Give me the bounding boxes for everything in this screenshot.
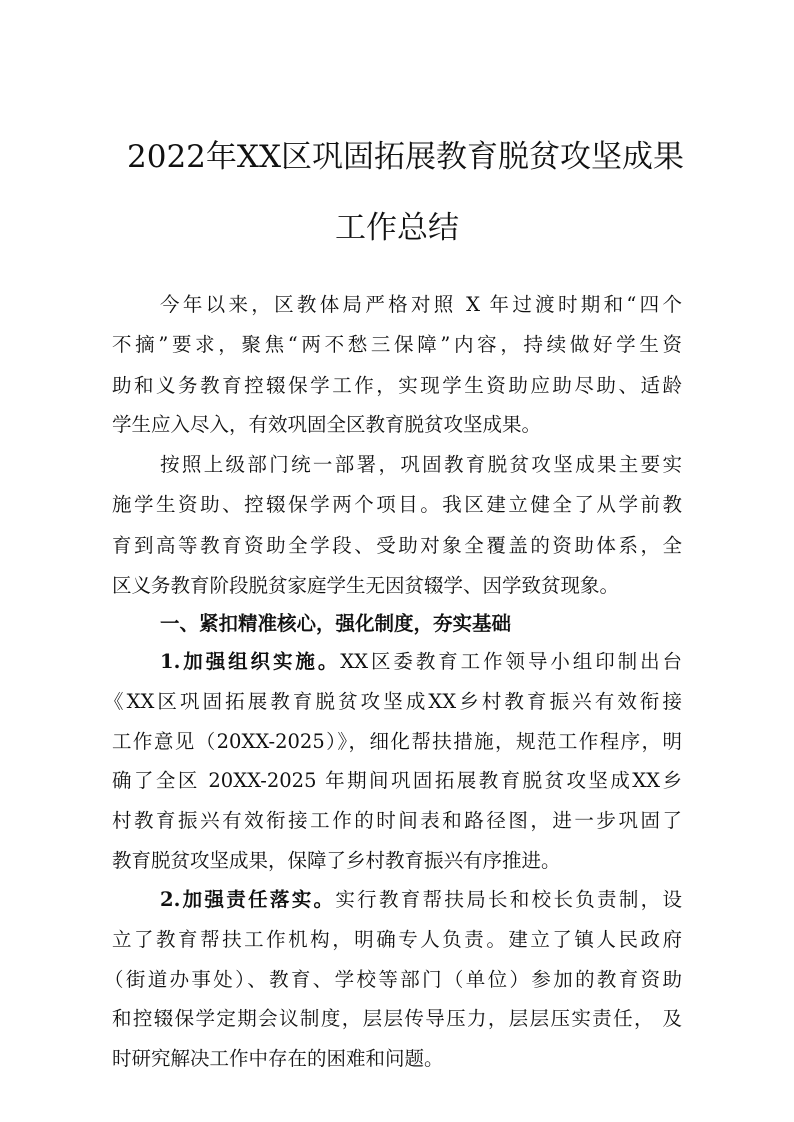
text-line: 助和义务教育控辍保学工作，实现学生资助应助尽助、适龄	[112, 374, 682, 397]
item-text: 实行教育帮扶局长和校长负责制，设	[335, 888, 682, 911]
text-line: 《XX区巩固拓展教育脱贫攻坚成XX乡村教育振兴有效衔接	[104, 690, 682, 713]
text-line	[160, 649, 682, 675]
text-line: 施学生资助、控辍保学两个项目。我区建立健全了从学前教	[112, 493, 682, 516]
text-line: 教育脱贫攻坚成果，保障了乡村教育振兴有序推进。	[112, 849, 561, 872]
text-line: 不摘”要求，聚焦“两不愁三保障”内容，持续做好学生资	[112, 333, 682, 356]
text-line: 确了全区 20XX-2025 年期间巩固拓展教育脱贫攻坚成XX乡	[112, 769, 682, 792]
text-line: （街道办事处）、教育、学校等部门（单位）参加的教育资助	[104, 968, 682, 991]
document-title-line-1: 2022年XX区巩固拓展教育脱贫攻坚成果	[127, 139, 685, 175]
text-line: 学生应入尽入，有效巩固全区教育脱贫攻坚成果。	[112, 413, 542, 436]
document-title-line-2: 工作总结	[335, 210, 459, 246]
text-line: 村教育振兴有效衔接工作的时间表和路径图，进一步巩固了	[112, 809, 682, 832]
text-line: 和控辍保学定期会议制度，层层传导压力，层层压实责任， 及	[112, 1007, 682, 1030]
item-lead: 2.加强责任落实。	[160, 888, 336, 911]
text-line: 工作意见（20XX-2025）》，细化帮扶措施，规范工作程序，明	[112, 730, 682, 753]
text-line: 按照上级部门统一部署，巩固教育脱贫攻坚成果主要实	[160, 453, 682, 476]
text-line: 立了教育帮扶工作机构，明确专人负责。建立了镇人民政府	[112, 928, 682, 951]
section-heading: 一、紧扣精准核心，强化制度，夯实基础	[160, 612, 512, 635]
item-lead: 1.加强组织实施。	[160, 650, 341, 673]
text-line	[160, 887, 682, 913]
text-line: 今年以来，区教体局严格对照 X 年过渡时期和“四个	[160, 293, 682, 316]
text-line: 区义务教育阶段脱贫家庭学生无因贫辍学、因学致贫现象。	[112, 574, 620, 597]
item-text: XX区委教育工作领导小组印制出台	[340, 650, 683, 673]
text-line: 育到高等教育资助全学段、受助对象全覆盖的资助体系，全	[112, 534, 682, 557]
text-line: 时研究解决工作中存在的困难和问题。	[112, 1047, 444, 1070]
